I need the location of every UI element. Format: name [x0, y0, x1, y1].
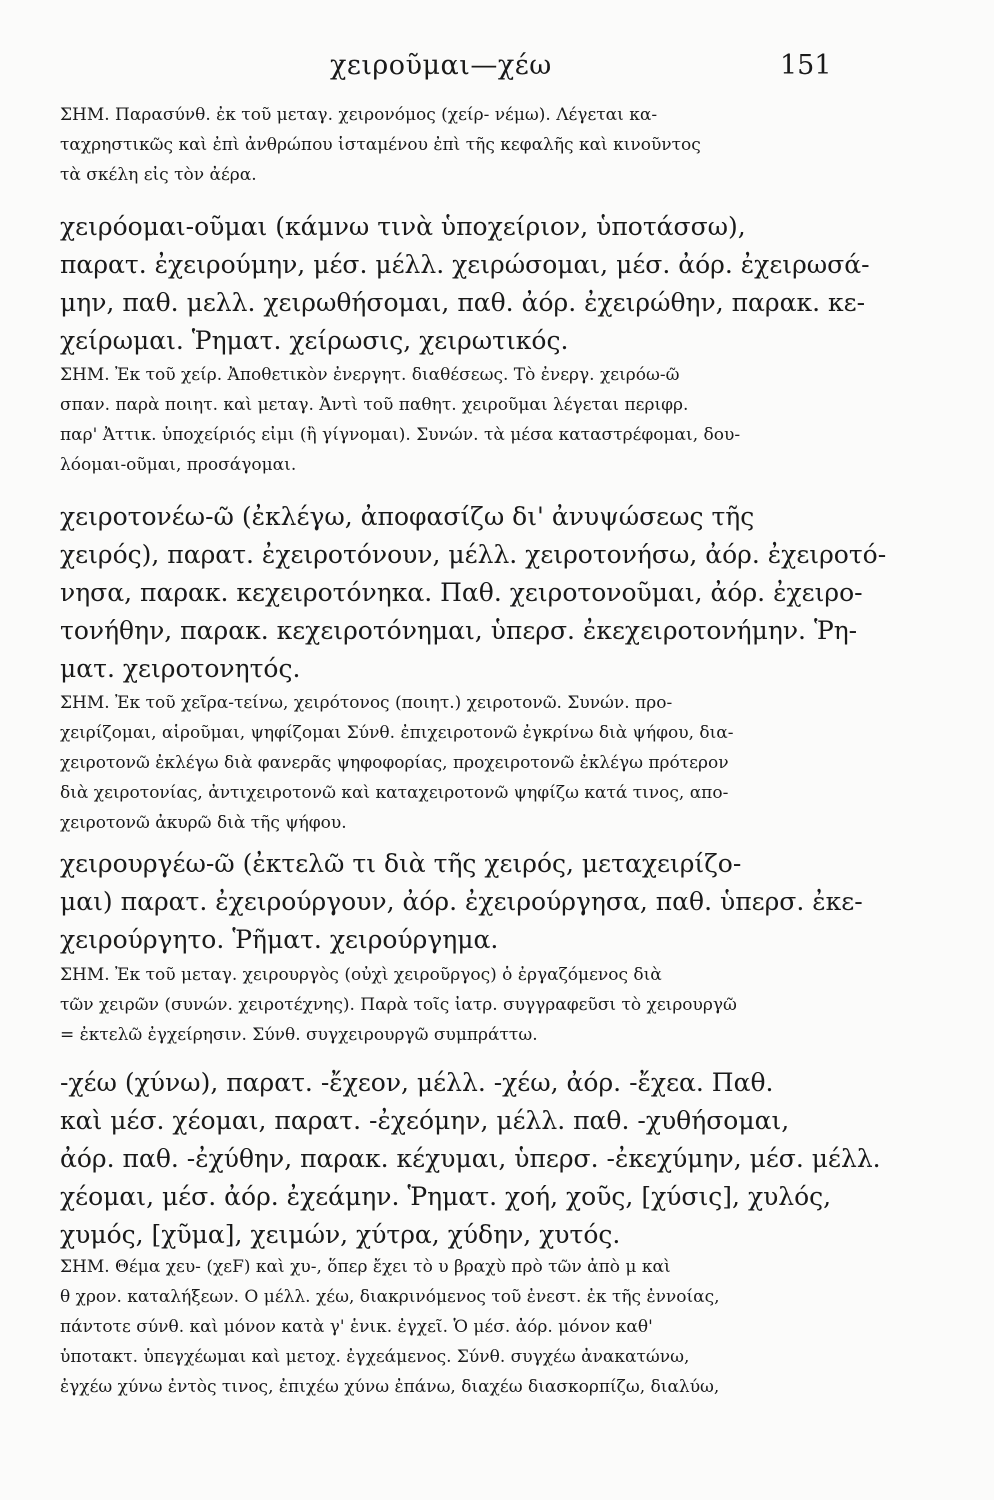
text-line: ΣΗΜ. Θέμα χευ- (χεF) καὶ χυ-, ὅπερ ἔχει τὸ υ βραχὺ πρὸ τῶν ἀπὸ μ καὶ: [60, 1257, 671, 1277]
text-line: χείρωμαι. Ῥηματ. χείρωσις, χειρωτικός.: [60, 326, 569, 355]
note-paragraph: [60, 1252, 940, 1402]
text-line: χειρίζομαι, αἱροῦμαι, ψηφίζομαι Σύνθ. ἐπιχειροτονῶ ἐγκρίνω διὰ ψήφου, δια-: [60, 723, 734, 743]
page-number: 151: [780, 50, 832, 81]
text-line: νησα, παρακ. κεχειροτόνηκα. Παθ. χειροτονοῦμαι, ἀόρ. ἐχειρο-: [60, 578, 863, 607]
text-line: ἐγχέω χύνω ἐντὸς τινος, ἐπιχέω χύνω ἐπάνω, διαχέω διασκορπίζω, διαλύω,: [60, 1377, 720, 1397]
text-line: ὑποτακτ. ὑπεγχέωμαι καὶ μετοχ. ἐγχεάμενος. Σύνθ. συγχέω ἀνακατώνω,: [60, 1347, 690, 1367]
text-line: διὰ χειροτονίας, ἀντιχειροτονῶ καὶ καταχειροτονῶ ψηφίζω κατά τινος, απο-: [60, 783, 729, 803]
text-line: χειροτονῶ ἐκλέγω διὰ φανερᾶς ψηφοφορίας, προχειροτονῶ ἐκλέγω πρότερον: [60, 753, 729, 773]
text-line: παρ' Ἀττικ. ὑποχείριός εἰμι (ἢ γίγνομαι). Συνών. τὰ μέσα καταστρέφομαι, δου-: [60, 425, 741, 445]
text-line: χυμός, [χῦμα], χειμών, χύτρα, χύδην, χυτός.: [60, 1220, 621, 1249]
text-line: τονήθην, παρακ. κεχειροτόνημαι, ὑπερσ. ἐκεχειροτονήμην. Ῥη-: [60, 616, 858, 645]
text-line: καὶ μέσ. χέομαι, παρατ. -ἐχεόμην, μέλλ. παθ. -χυθήσομαι,: [60, 1106, 790, 1135]
text-line: τῶν χειρῶν (συνών. χειροτέχνης). Παρὰ τοῖς ἰατρ. συγγραφεῦσι τὸ χειρουργῶ: [60, 995, 737, 1015]
text-line: = ἐκτελῶ ἐγχείρησιν. Σύνθ. συγχειρουργῶ συμπράττω.: [60, 1025, 538, 1045]
text-line: χειροτονέω-ῶ (ἐκλέγω, ἀποφασίζω δι' ἀνυψώσεως τῆς: [60, 502, 755, 531]
lemma-entry: [60, 845, 940, 959]
text-line: μαι) παρατ. ἐχειρούργουν, ἀόρ. ἐχειρούργησα, παθ. ὑπερσ. ἐκε-: [60, 887, 863, 916]
text-line: χειροτονῶ ἀκυρῶ διὰ τῆς ψήφου.: [60, 813, 347, 833]
text-line: τὰ σκέλη εἰς τὸν ἀέρα.: [60, 165, 257, 185]
text-line: ΣΗΜ. Ἐκ τοῦ χείρ. Ἀποθετικὸν ἐνεργητ. διαθέσεως. Τὸ ἐνεργ. χειρόω-ῶ: [60, 365, 680, 385]
text-line: ΣΗΜ. Ἐκ τοῦ χεῖρα-τείνω, χειρότονος (ποιητ.) χειροτονῶ. Συνών. προ-: [60, 693, 673, 713]
text-line: πάντοτε σύνθ. καὶ μόνον κατὰ γ' ἑνικ. ἐγχεῖ. Ὁ μέσ. ἀόρ. μόνον καθ': [60, 1317, 653, 1337]
text-line: ματ. χειροτονητός.: [60, 654, 301, 683]
running-header: χειροῦμαι—χέω: [330, 50, 552, 81]
lemma-entry: [60, 1064, 940, 1254]
text-line: -χέω (χύνω), παρατ. -ἔχεον, μέλλ. -χέω, ἀόρ. -ἔχεα. Παθ.: [60, 1068, 774, 1097]
note-paragraph: [60, 360, 940, 480]
text-line: ταχρηστικῶς καὶ ἐπὶ ἀνθρώπου ἱσταμένου ἐπὶ τῆς κεφαλῆς καὶ κινοῦντος: [60, 135, 701, 155]
note-paragraph: [60, 960, 940, 1050]
text-line: σπαν. παρὰ ποιητ. καὶ μεταγ. Ἀντὶ τοῦ παθητ. χειροῦμαι λέγεται περιφρ.: [60, 395, 689, 415]
lemma-entry: [60, 498, 940, 688]
text-line: χειρός), παρατ. ἐχειροτόνουν, μέλλ. χειροτονήσω, ἀόρ. ἐχειροτό-: [60, 540, 887, 569]
text-line: χειρόομαι-οῦμαι (κάμνω τινὰ ὑποχείριον, ὑποτάσσω),: [60, 212, 746, 241]
text-line: χειρούργητο. Ῥῆματ. χειρούργημα.: [60, 925, 499, 954]
text-line: μην, παθ. μελλ. χειρωθήσομαι, παθ. ἀόρ. ἐχειρώθην, παρακ. κε-: [60, 288, 866, 317]
text-line: ἀόρ. παθ. -ἐχύθην, παρακ. κέχυμαι, ὑπερσ. -ἐκεχύμην, μέσ. μέλλ.: [60, 1144, 881, 1173]
text-line: λόομαι-οῦμαι, προσάγομαι.: [60, 455, 297, 475]
note-paragraph: [60, 100, 940, 190]
lemma-entry: [60, 208, 940, 360]
text-line: ΣΗΜ. Παρασύνθ. ἐκ τοῦ μεταγ. χειρονόμος (χείρ- νέμω). Λέγεται κα-: [60, 105, 658, 125]
text-line: χέομαι, μέσ. ἀόρ. ἐχεάμην. Ῥηματ. χοή, χοῦς, [χύσις], χυλός,: [60, 1182, 832, 1211]
text-line: θ χρον. καταλήξεων. Ο μέλλ. χέω, διακρινόμενος τοῦ ἐνεστ. ἐκ τῆς ἐννοίας,: [60, 1287, 720, 1307]
text-line: ΣΗΜ. Ἐκ τοῦ μεταγ. χειρουργὸς (οὐχὶ χειροῦργος) ὁ ἐργαζόμενος διὰ: [60, 965, 662, 985]
note-paragraph: [60, 688, 940, 838]
text-line: παρατ. ἐχειρούμην, μέσ. μέλλ. χειρώσομαι, μέσ. ἀόρ. ἐχειρωσά-: [60, 250, 870, 279]
text-line: χειρουργέω-ῶ (ἐκτελῶ τι διὰ τῆς χειρός, μεταχειρίζο-: [60, 849, 742, 878]
